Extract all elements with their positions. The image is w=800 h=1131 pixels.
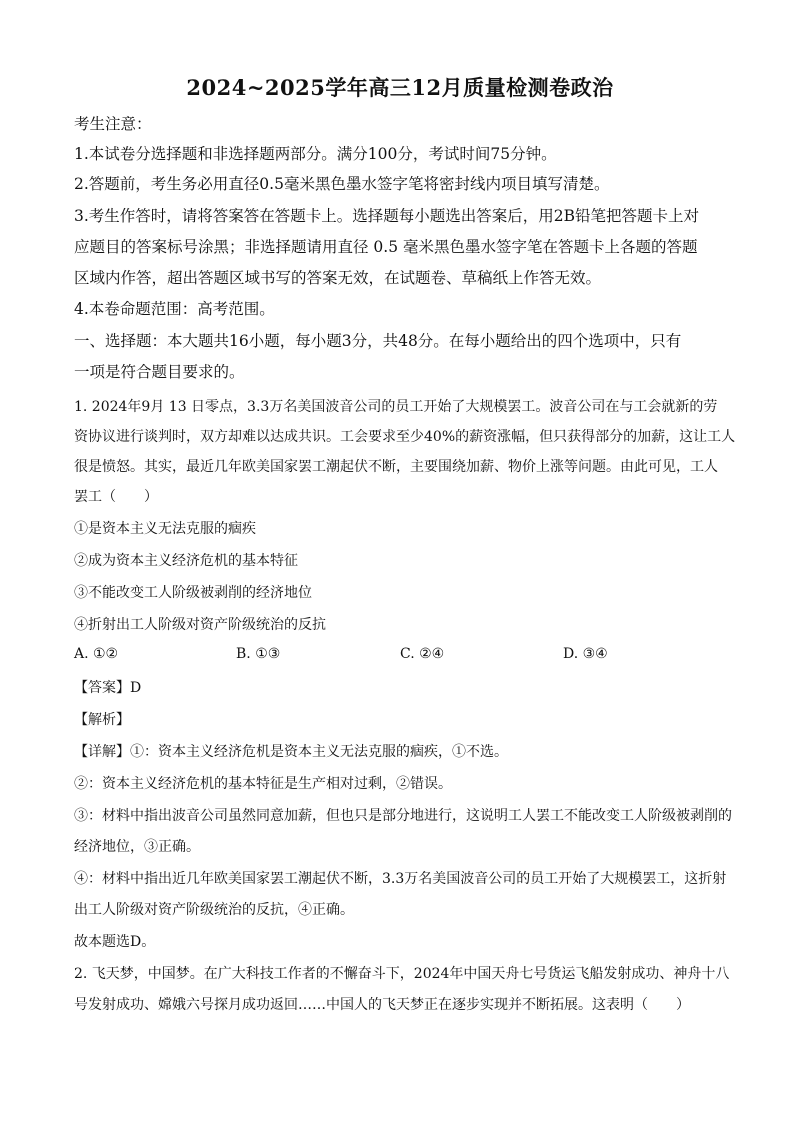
document-title: 2024~2025学年高三12月质量检测卷政治: [186, 75, 614, 100]
q1-detail-1: 【详解】①：资本主义经济危机是资本主义无法克服的痼疾，①不选。: [74, 744, 508, 760]
q1-option-b: B. ①③: [236, 646, 281, 662]
q1-option-c: C. ②④: [400, 646, 445, 662]
q1-detail-3-line-1: ③：材料中指出波音公司虽然同意加薪，但也只是部分地进行，这说明工人罢工不能改变工人阶级被剥削的: [74, 808, 732, 824]
q1-stem-line-1: 1. 2024年9月 13 日零点，3.3万名美国波音公司的员工开始了大规模罢工。波音公司在与工会就新的劳: [74, 399, 718, 415]
q1-statement-4: ④折射出工人阶级对资产阶级统治的反抗: [74, 617, 326, 633]
q2-stem-line-2: 号发射成功、嫦娥六号探月成功返回……中国人的飞天梦正在逐步实现并不断拓展。这表明（ ）: [74, 997, 690, 1013]
notice-item-2: 2.答题前，考生务必用直径0.5毫米黑色墨水签字笔将密封线内项目填写清楚。: [74, 175, 610, 193]
q1-statement-1: ①是资本主义无法克服的痼疾: [74, 521, 256, 537]
q1-statement-2: ②成为资本主义经济危机的基本特征: [74, 553, 298, 569]
notice-heading: 考生注意：: [74, 115, 152, 133]
q1-detail-3-line-2: 经济地位，③正确。: [74, 839, 200, 855]
q1-option-d: D. ③④: [563, 646, 608, 662]
q1-answer: 【答案】D: [74, 680, 142, 696]
q1-stem-line-4: 罢工（ ）: [74, 489, 158, 505]
q1-stem-line-2: 资协议进行谈判时，双方却难以达成共识。工会要求至少40%的薪资涨幅，但只获得部分的加薪，这让工人: [74, 429, 736, 445]
notice-item-3-line-2: 应题目的答案标号涂黑；非选择题请用直径 0.5 毫米黑色墨水签字笔在答题卡上各题的答题: [74, 238, 698, 256]
q2-stem-line-1: 2. 飞天梦，中国梦。在广大科技工作者的不懈奋斗下，2024年中国天舟七号货运飞船发射成功、神舟十八: [74, 966, 730, 982]
notice-item-1: 1.本试卷分选择题和非选择题两部分。满分100分，考试时间75分钟。: [74, 145, 557, 163]
q1-detail-4-line-2: 出工人阶级对资产阶级统治的反抗，④正确。: [74, 902, 354, 918]
q1-analysis-label: 【解析】: [74, 712, 130, 728]
q1-conclusion: 故本题选D。: [74, 934, 156, 950]
notice-item-3-line-3: 区域内作答，超出答题区域书写的答案无效，在试题卷、草稿纸上作答无效。: [74, 269, 602, 287]
q1-detail-2: ②：资本主义经济危机的基本特征是生产相对过剩，②错误。: [74, 776, 452, 792]
q1-detail-4-line-1: ④：材料中指出近几年欧美国家罢工潮起伏不断，3.3万名美国波音公司的员工开始了大规模罢工，这折射: [74, 871, 727, 887]
section-heading-line-1: 一、选择题：本大题共16小题，每小题3分，共48分。在每小题给出的四个选项中，只有: [74, 332, 682, 350]
q1-option-a: A. ①②: [74, 646, 119, 662]
section-heading-line-2: 一项是符合题目要求的。: [74, 363, 245, 381]
q1-statement-3: ③不能改变工人阶级被剥削的经济地位: [74, 585, 312, 601]
notice-item-4: 4.本卷命题范围：高考范围。: [74, 300, 275, 318]
notice-item-3-line-1: 3.考生作答时，请将答案答在答题卡上。选择题每小题选出答案后，用2B铅笔把答题卡上对: [74, 207, 700, 225]
q1-stem-line-3: 很是愤怒。其实，最近几年欧美国家罢工潮起伏不断，主要围绕加薪、物价上涨等问题。由此可见，工人: [74, 459, 718, 475]
